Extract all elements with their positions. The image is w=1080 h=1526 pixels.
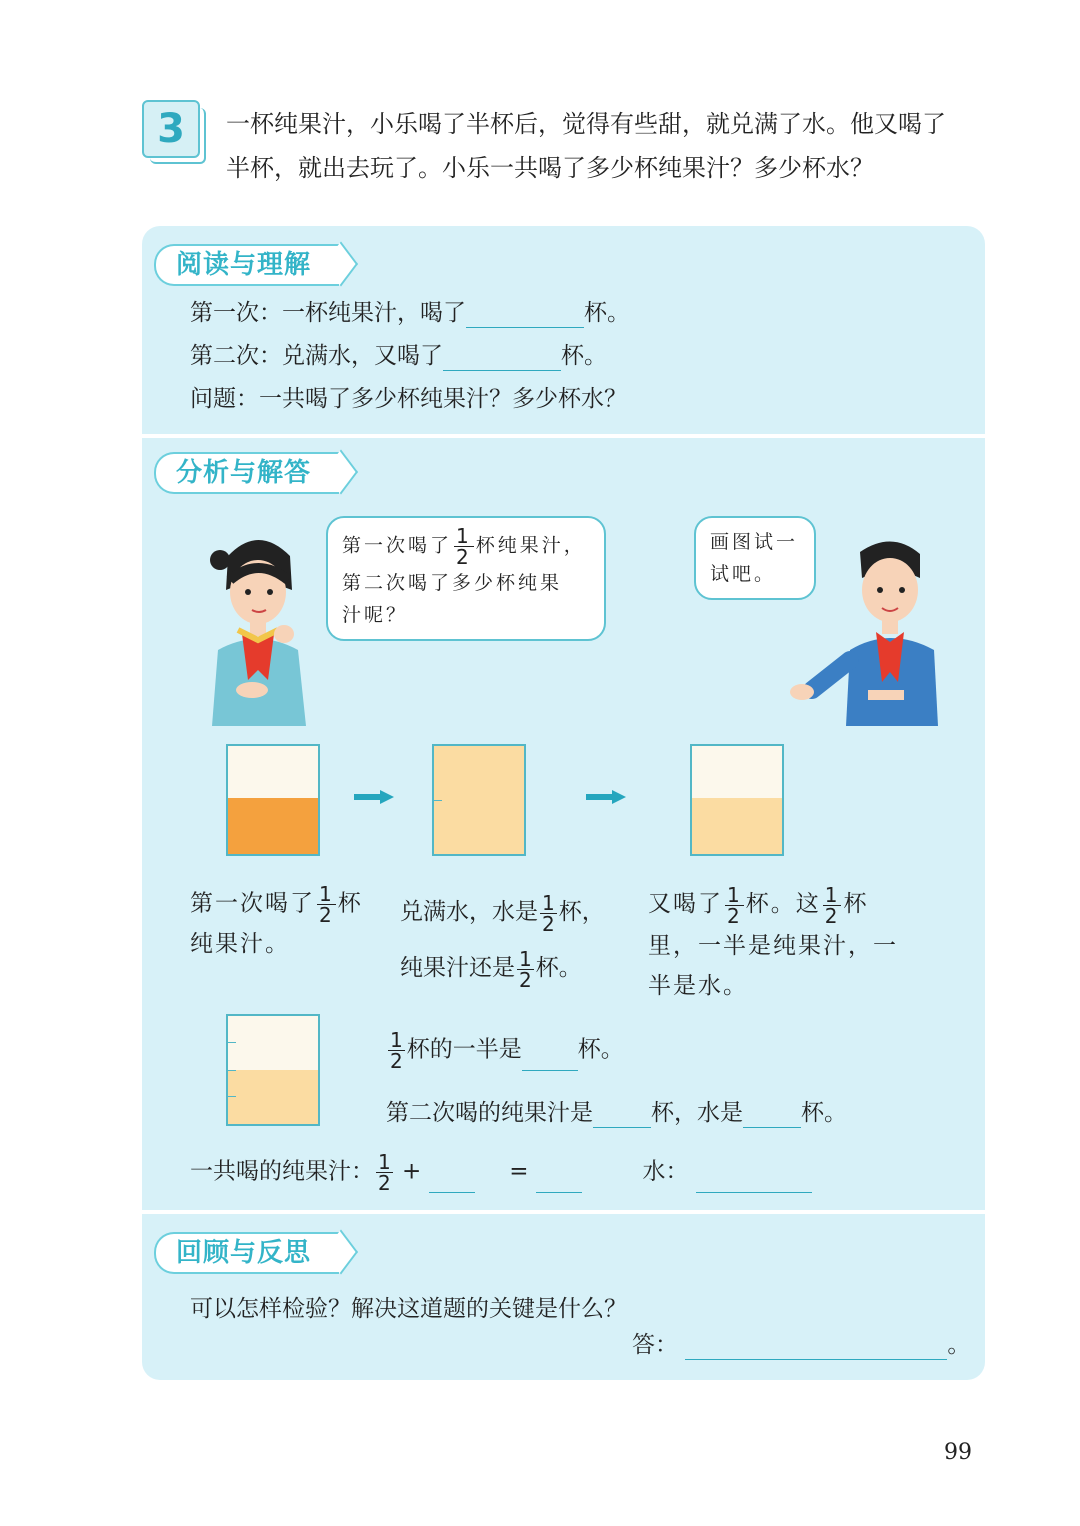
problem-line-2: 半杯，就出去玩了。小乐一共喝了多少杯纯果汁？多少杯水？ — [226, 154, 874, 182]
reading-question: 问题：一共喝了多少杯纯果汁？多少杯水？ — [190, 386, 627, 412]
answer-blank[interactable] — [696, 1166, 812, 1193]
caption-first-drink: 第一次喝了 $\frac{1}{2}$ 杯 纯果汁。 — [190, 882, 363, 957]
answer-blank[interactable] — [522, 1044, 578, 1071]
answer-blank[interactable] — [593, 1101, 651, 1128]
review-panel — [142, 1214, 985, 1380]
page-number: 99 — [944, 1440, 972, 1465]
arrow-right-icon — [586, 790, 626, 804]
reading-line-2: 第二次：兑满水，又喝了 杯。 — [190, 343, 607, 369]
section-tag-review: 回顾与反思 — [154, 1232, 339, 1274]
answer-blank[interactable] — [743, 1101, 801, 1128]
girl-speech-bubble: 第一次喝了 $\frac{1}{2}$ 杯纯果汁， 第二次喝了多少杯纯果 汁呢？ — [326, 516, 606, 641]
answer-blank[interactable] — [443, 344, 561, 371]
boy-illustration — [788, 530, 944, 726]
caption-second-drink: 又喝了 $\frac{1}{2}$ 杯。这 $\frac{1}{2}$ 杯 里，一半是纯果汁，一 半是水。 — [648, 882, 898, 999]
caption-add-water: 兑满水，水是 $\frac{1}{2}$ 杯， 纯果汁还是 $\frac{1}{2}$ 杯。 — [400, 890, 605, 992]
review-question: 可以怎样检验？解决这道题的关键是什么？ — [190, 1296, 627, 1322]
problem-line-1: 一杯纯果汁，小乐喝了半杯后，觉得有些甜，就兑满了水。他又喝了 — [226, 110, 946, 138]
answer-blank[interactable] — [685, 1333, 947, 1360]
total-juice-line: 一共喝的纯果汁： $\frac{1}{2}$ + = 水： — [190, 1152, 812, 1193]
section-tag-analysis: 分析与解答 — [154, 452, 339, 494]
cup-full-juice — [226, 744, 320, 856]
cup-half-diluted — [690, 744, 784, 856]
answer-blank[interactable] — [429, 1166, 475, 1193]
cup-filled-water — [432, 744, 526, 856]
review-answer-line: 答： 。 — [632, 1332, 971, 1358]
girl-illustration — [198, 530, 316, 726]
reading-line-1: 第一次：一杯纯果汁，喝了 杯。 — [190, 300, 630, 326]
answer-blank[interactable] — [466, 301, 584, 328]
boy-speech-bubble: 画图试一 试吧。 — [694, 516, 816, 600]
half-of-half-line: $\frac{1}{2}$ 杯的一半是 杯。 — [390, 1028, 624, 1073]
cup-quarters — [226, 1014, 320, 1126]
arrow-right-icon — [354, 790, 394, 804]
second-drink-line: 第二次喝的纯果汁是 杯，水是 杯。 — [386, 1100, 847, 1126]
section-tag-reading: 阅读与理解 — [154, 244, 339, 286]
problem-number-badge: 3 — [142, 100, 200, 158]
analysis-panel — [142, 438, 985, 1210]
reading-panel — [142, 226, 985, 434]
answer-blank[interactable] — [536, 1166, 582, 1193]
